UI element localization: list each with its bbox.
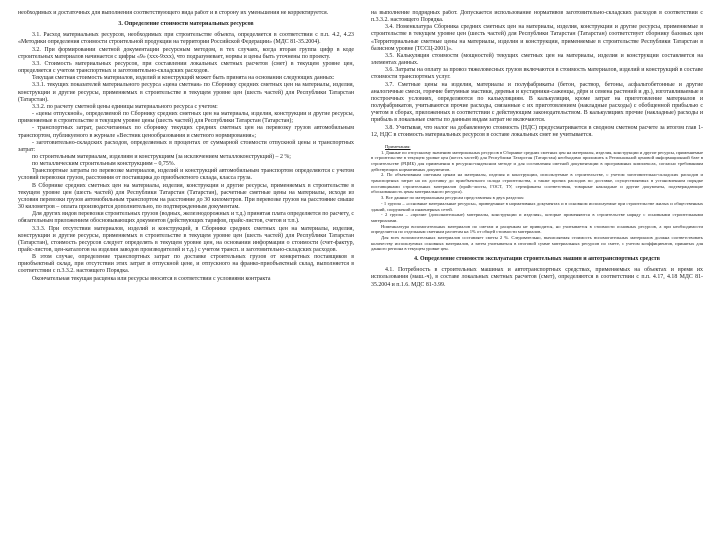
paragraph: Текущая сметная стоимость материалов, изделий и конструкций может быть принята на основании следующих данных: [32, 75, 335, 82]
list-item: - заготовительно-складских расходов, определяемых в процентах от суммарной стоимости отпускной цены и транспортных затрат: [18, 139, 354, 153]
notes-title: Примечания: [385, 143, 411, 149]
section-3-heading: 3. Определение стоимости материальных ресурсов [118, 21, 254, 28]
right-column [371, 10, 703, 530]
paragraph-3-8: 3.8. Учитывая, что налог на добавленную стоимость (НДС) предусматривается в сводном сметном расчете за итогом глав 1-12, НДС в стоимость материальных ресурсов в составе локальных смет не учитывается. [371, 124, 703, 138]
paragraph-3-2: 3.2. При формировании сметной документации ресурсным методом, в тех случаях, когда вторая группа цифр в коде строительных материалов начинается с цифры «9» (ххх-9ххх), что подразумевает, нормы и цены быть уточнены по проекту. [18, 46, 354, 60]
notes-block [371, 144, 703, 252]
paragraph: необходимых и достаточных для выполнения соответствующего вида работ и в сторону их уменьшения не корректируется. [18, 10, 329, 16]
paragraph: В Сборнике средних сметных цен на материалы, изделия, конструкции и другие ресурсы, применяемых в строительстве в текущем уровне цен (шесть частей) для Республики Татарстан (Татарстан), расчетные сметные цены на материалы, исходя из условия перевозки грузов автомобильным транспортом на расстояние до 30 километров. При перевозке грузов на расстояние свыше 30 километров – оплата производится дополнительно, по подтвержденным документам. [18, 182, 354, 211]
left-column [18, 10, 354, 530]
paragraph-3-7: 3.7. Сметные цены на изделия, материалы и полуфабрикаты (бетон, раствор, бетоны, асфальтобетонные и другие аналогичные смеси, горячие битумные мастики, деревья и кустарники-саженцы, дёрн и семена растений и др.), изготавливаемые в построечных условиях, определяются по калькуляциям. В калькуляции, кроме затрат на приготовление материалов и полуфабрикатов, учитываются прочие расходы, связанные с их приготовлением (накладные расходы) с обобщенной прибылью с учетом в сборах, приложенных в соответствии с действующим законодательством. В калькуляциях прочие (накладные) расходы и прибыль в локальные сметы по данным видам затрат не включаются. [371, 81, 703, 124]
list-item: - транспортных затрат, рассчитанных по сборнику текущих средних сметных цен на перевозку грузов автомобильным транспортом, публикуемого в журнале «Вестник ценообразования и сметного нормирования»; [18, 125, 354, 139]
paragraph-3-3: 3.3. Стоимость материальных ресурсов, при составлении локальных сметных расчетов (смет) в текущем уровне цен, определяется с учетом транспортных и заготовительно-складских расходов. [18, 60, 354, 75]
paragraph-3-4: 3.4. Номенклатура Сборника средних сметных цен на материалы, изделия, конструкции и другие ресурсы, применяемые в строительстве в текущем уровне цен (шесть частей) для Республики Татарстан (Татарстан) соответствует сборнику базовых цен «Территориальные сметные цены на материалы, изделия и конструкции, применяемые в строительстве Республики Татарстан в базисном уровне (ТССЦ-2001)». [371, 24, 703, 52]
paragraph: на выполнение подрядных работ. Допускается использование нормативов заготовительно-складских расходов в соответствии с п.3.3.2. настоящего Порядка. [371, 10, 703, 24]
note-item: Номенклатура вспомогательных материалов по сметам и расценкам не приводится, но учитывается в стоимости основных ресурсов, а при необходимости определяется по отдельным сметным расчетам на 1% от общей стоимости материалов. [371, 223, 703, 235]
paragraph: Для других видов перевозки строительных грузов (водных, железнодорожных и т.д.) принятая плата определяется по расчету, с обязательным приложением обосновывающих документов (действующих тарифов, прайс-листов, счетов и т.п.). [18, 211, 354, 225]
note-item: - 2 группа – «прочие (дополнительные) материалы, конструкции и изделия», которые применяются в строительстве наряду с основными строительными материалами. [371, 212, 703, 223]
note-item: 1. Данные по отпускному значению материальных ресурсов в Сборнике средних сметных цен на материалы, изделия, конструкции и другие ресурсы, применяемые в строительстве в текущем уровне цен (шесть частей) для Республики Татарстан (Татарстан) необходимо приложить к Региональной ценовой информационной базе в строительстве (РЦИБ) для применения в ресурсно-индексном методе и для составления сметной документации в программных комплексах, согласно требованиям действующих нормативных документов. [371, 149, 703, 172]
paragraph-3-3-1: 3.3.1. текущих показателей материального ресурса «цена сметная» по Сборнику средних сметных цен на материалы, изделия, конструкции и другие ресурсы, применяемых в строительстве в текущем уровне цен (шесть частей) для Республики Татарстан (Татарстан). [18, 82, 354, 103]
list-item: - «цены отпускной», определяемой по Сборнику средних сметных цен на материалы, изделия, конструкции и другие ресурсы, применяемые в строительстве в текущем уровне цены (шесть частей) для Республики Татарстан (Татарстан); [18, 111, 354, 125]
paragraph: по строительным материалам, изделиям и конструкциям (за исключением металлоконструкций) – 2 %; [32, 153, 291, 160]
paragraph: по металлическим строительным конструкциям – 0,75%. [32, 161, 176, 168]
paragraph-3-1: 3.1. Расход материальных ресурсов, необходимых при строительстве объекта, определяется в соответствии с п.п. 4.2, 4.23 «Методики определения стоимости строительной продукции на территории Российской Федерации» (МДС 81-35.2004). [18, 32, 354, 46]
paragraph-3-5: 3.5. Калькуляция стоимости (мощностей) текущих сметных цен на материалы, изделия и конструкции составляется на элементах данных. [371, 52, 703, 67]
paragraph-3-3-2: 3.3.2. по расчету сметной цены единицы материального ресурса с учетом: [32, 103, 218, 110]
note-item: Для всех вспомогательных материалов составляет сметы 2 %. Следовательно, вычисляемая стоимость вспомогательных материалов должна соответствовать количеству используемых основных материалов, а затем учитываться в итоговой сумме материальных ресурсов по смете, с учетом коэффициентов, принятых для данного региона в текущем уровне цен. [371, 235, 703, 252]
note-item: - 1 группа – «основные материальные ресурсы», приведенные в нормативных документах и в основном используемые при строительстве жилых и общественных зданий, сооружений и инженерных сетей. [371, 200, 703, 212]
paragraph-3-3-3: 3.3.3. При отсутствии материалов, изделий и конструкций, в Сборнике средних сметных цен на материалы, изделия, конструкции и другие ресурсы, применяемых в строительстве в текущем уровне цен (шесть частей) для Республики Татарстан (Татарстан), стоимость ресурсов следует определять в текущем уровне цен, на основании информации о стоимости (счет-фактур, прайс-листов, цен-каталогов на изделия заводов производителей и т.д.) с учетом трансп. и заготовительно-складских расходов. [18, 225, 354, 253]
note-item: 2. По объективным сметным ценам на материалы, изделия и конструкции, используемые в строительстве, с учетом заготовительно-складских расходов и транспортных затрат на их доставку до приобъектного склада строительства, а также прочих расходов по доставке, осуществляемых в установленном порядке поставщиками строительных материалов (прайс-листы, ГОСТ, ТУ, сертификаты соответствия, товарные накладные и другие документы, подтверждающие обоснованность цены материального ресурса). [371, 172, 703, 195]
paragraph-3-6: 3.6. Затраты на оплату за провоз тяжеловесных грузов включаются в стоимость материалов, изделий и конструкций в составе стоимости транспортных услуг. [371, 67, 703, 81]
paragraph: Окончательная текущая расценка или ресурсы вносятся в соответствии с условиями контракта [32, 275, 271, 282]
paragraph: Транспортные затраты по перевозке материалов, изделий и конструкций автомобильным транспортом определяются с учетом условий перевозки грузов, расстояния от поставщика до приобъектного склада, класса груза. [18, 168, 354, 182]
paragraph: В этом случае, определение транспортных затрат по доставке строительных грузов от конкретных поставщиков в приобъектный склад, при отсутствии этих затрат в отпускной цене, и отпускного на франко-приобъектный склад, выполняется в соответствии с п.3.3.2. настоящего Порядка. [18, 254, 354, 275]
paragraph-4-1: 4.1. Потребность в строительных машинах и автотранспортных средствах, применяемых на объектах и время их использования (маш.-ч), в составе локальных сметных расчетов (смет), определяются в соответствии с п.п. 4.17, 4.18 МДС 81-35.2004 и п.1.6. МДС 81-3.99. [371, 267, 703, 288]
section-4-heading: 4. Определение стоимости эксплуатации строительных машин и автотранспортных средств [414, 256, 660, 263]
note-item: 3. Все данные по материальным ресурсам представлены в двух разделах: [381, 195, 525, 201]
